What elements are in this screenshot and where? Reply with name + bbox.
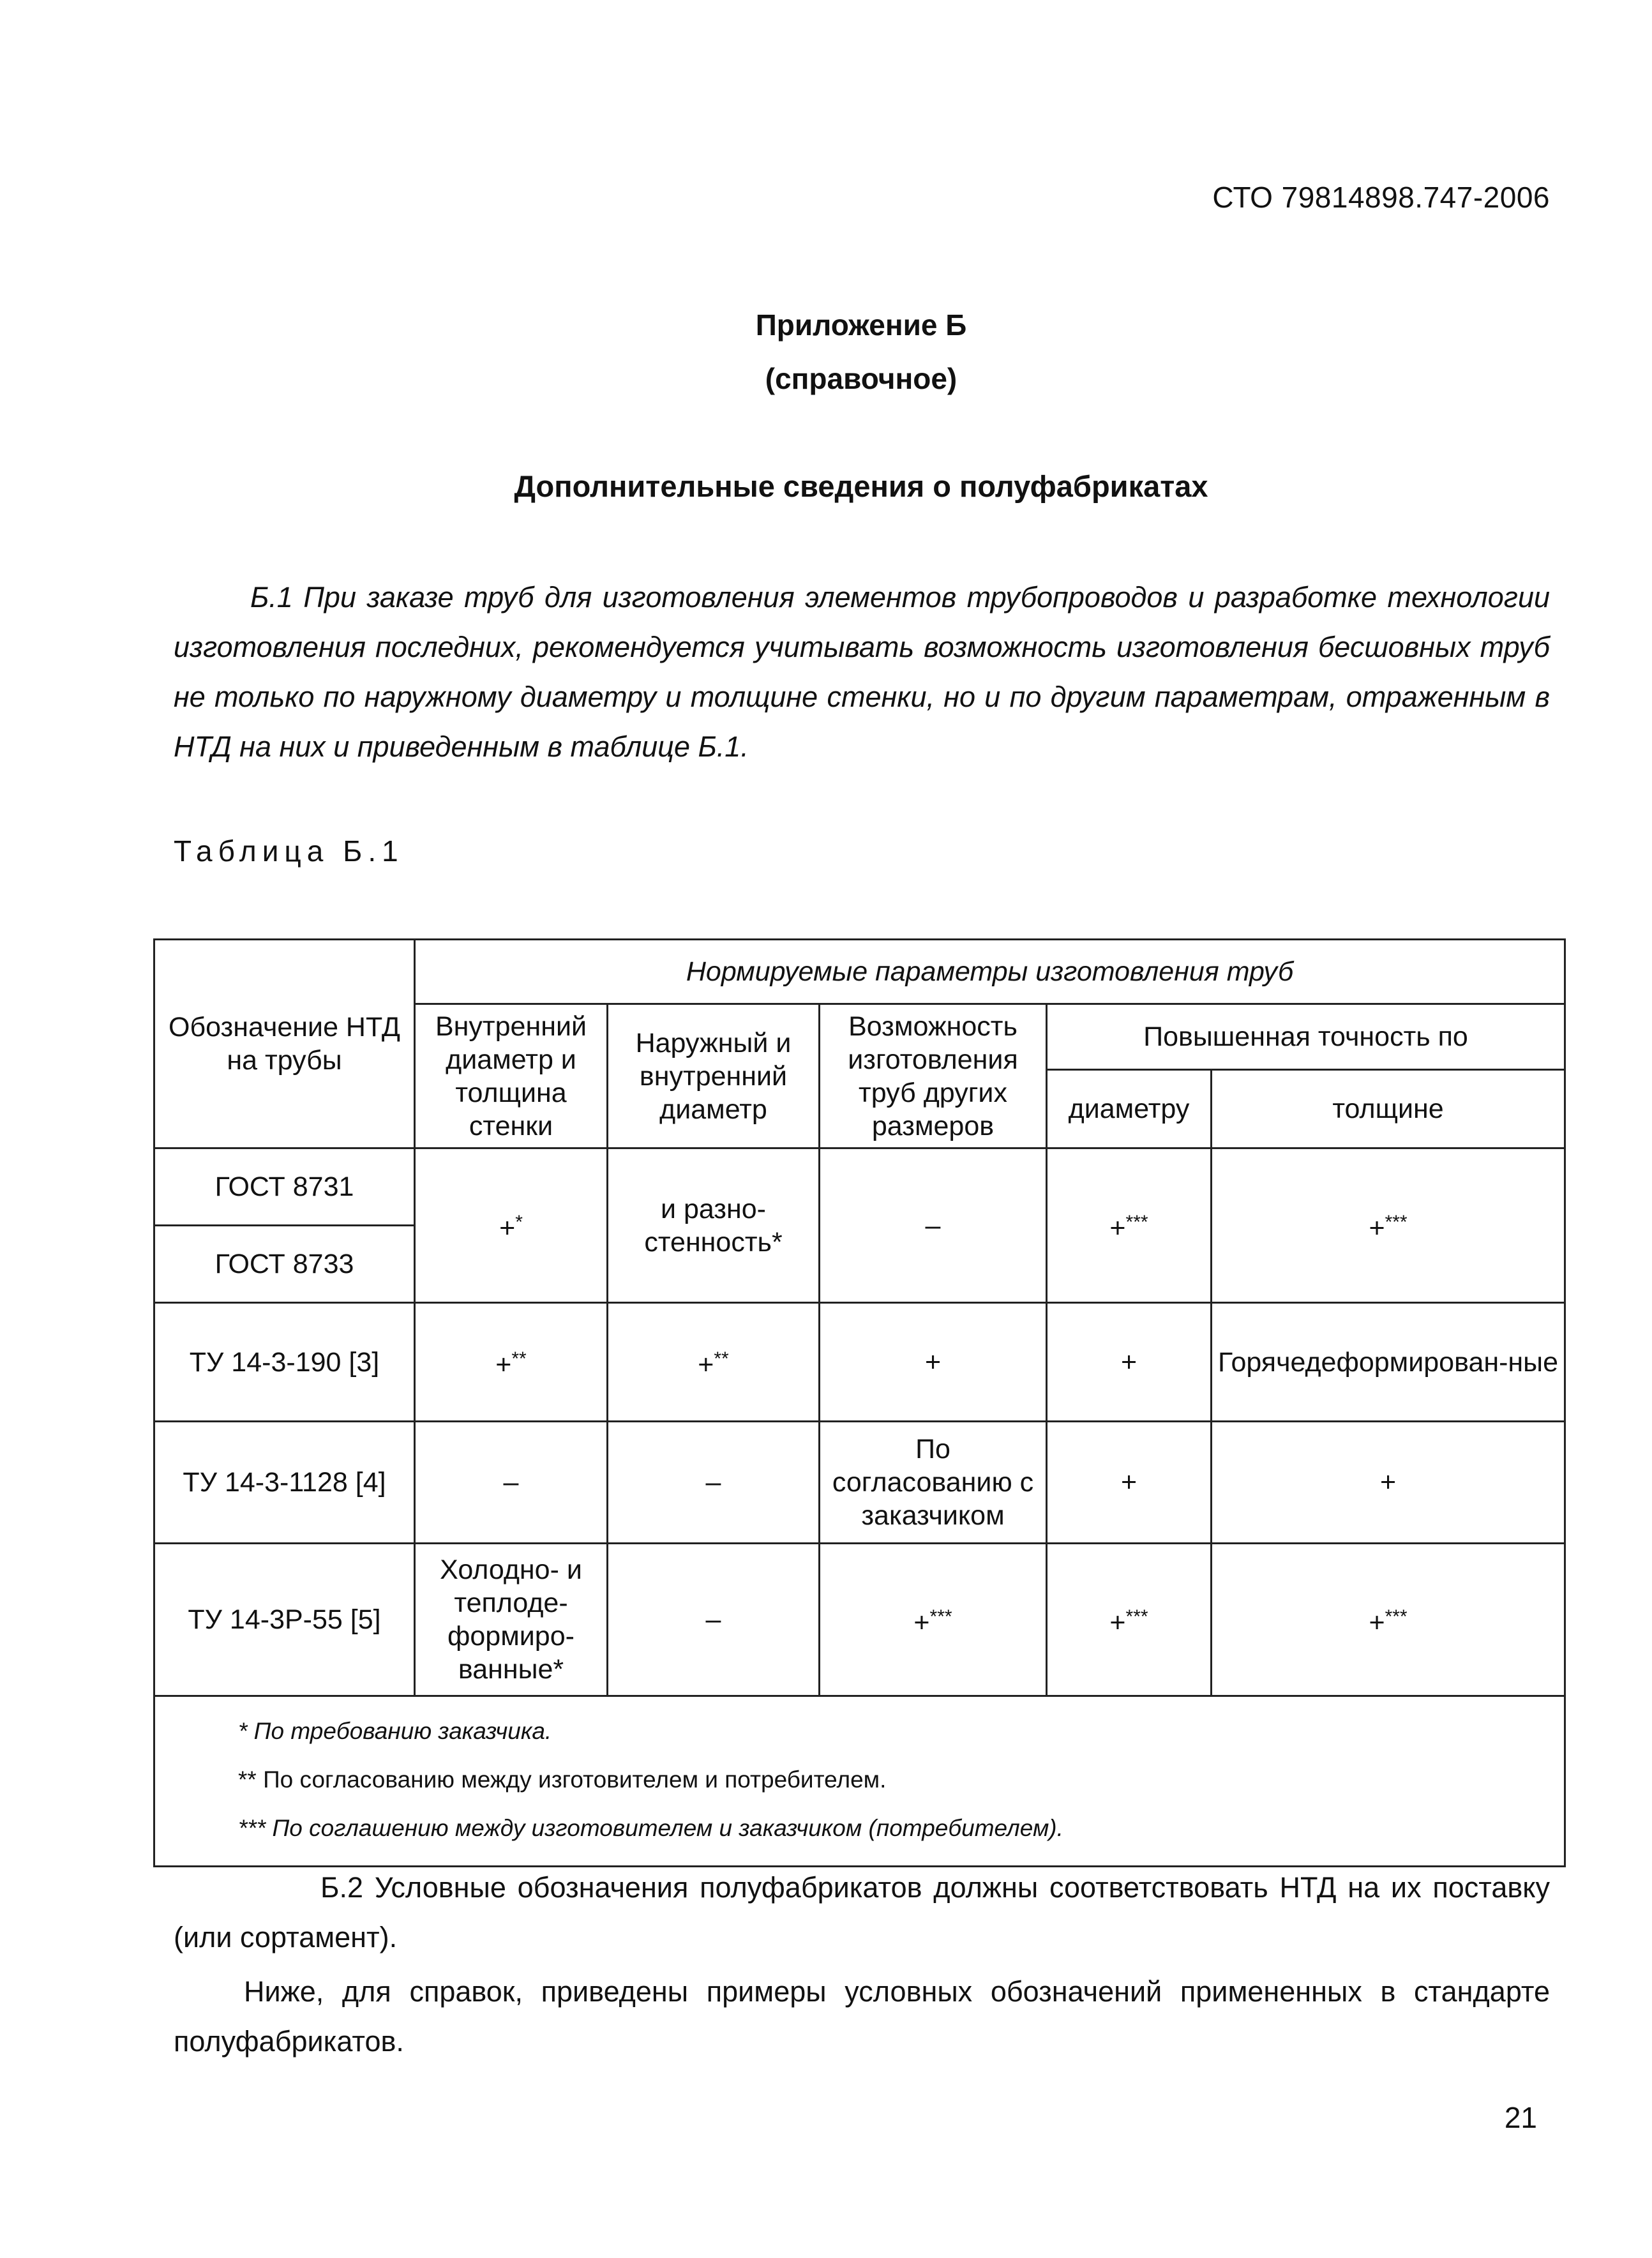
appendix-title: Приложение Б bbox=[755, 308, 967, 342]
footnote-mark: *** bbox=[1385, 1212, 1408, 1233]
table-notes-row bbox=[154, 1696, 1565, 1867]
section-title: Дополнительные сведения о полуфабрикатах bbox=[514, 469, 1208, 503]
header-precision-diameter: диаметру bbox=[1047, 1070, 1212, 1148]
header-ntd: Обозначение НТД на трубы bbox=[154, 940, 415, 1148]
note-3: *** По соглашению между изготовителем и заказчиком (потребителем). bbox=[238, 1815, 1063, 1841]
table-row bbox=[154, 1422, 1565, 1544]
header-other-sizes: Возможность изготовления труб других размеров bbox=[820, 1004, 1047, 1148]
footnote-mark: *** bbox=[1125, 1606, 1148, 1627]
table-row bbox=[154, 1544, 1565, 1696]
cell-outer bbox=[608, 1303, 820, 1422]
cell-outer: – bbox=[608, 1544, 820, 1696]
cell-value: + bbox=[1109, 1213, 1126, 1244]
appendix-subtitle: (справочное) bbox=[765, 362, 957, 395]
cell-inner bbox=[415, 1303, 608, 1422]
page-number: 21 bbox=[1504, 2101, 1537, 2134]
cell-precision-thickness: + bbox=[1212, 1422, 1565, 1544]
footnote-mark: ** bbox=[511, 1348, 527, 1369]
cell-value: + bbox=[913, 1607, 930, 1638]
cell-value: + bbox=[1109, 1607, 1126, 1638]
paragraph-b2 bbox=[174, 1863, 1550, 1962]
document-code: СТО 79814898.747-2006 bbox=[1212, 181, 1550, 214]
cell-other: + bbox=[820, 1303, 1047, 1422]
paragraph-b1 bbox=[174, 573, 1550, 772]
paragraph-b2-text: Б.2 Условные обозначения полуфабрикатов должны соответствовать НТД на их поставку (или сортамент). bbox=[174, 1871, 1550, 1953]
cell-ntd: ГОСТ 8733 bbox=[154, 1226, 415, 1303]
note-1: * По требованию заказчика. bbox=[238, 1718, 552, 1744]
parameters-table bbox=[153, 938, 1566, 1867]
cell-ntd: ГОСТ 8731 bbox=[154, 1148, 415, 1226]
cell-precision-diameter bbox=[1047, 1148, 1212, 1303]
header-outer-inner-diameter: Наружный и внутренний диаметр bbox=[608, 1004, 820, 1148]
cell-outer: и разно-стенность* bbox=[608, 1148, 820, 1303]
cell-precision-thickness bbox=[1212, 1544, 1565, 1696]
cell-ntd: ТУ 14-3-190 [3] bbox=[154, 1303, 415, 1422]
footnote-mark: *** bbox=[1125, 1212, 1148, 1233]
cell-precision-diameter bbox=[1047, 1544, 1212, 1696]
table-row bbox=[154, 1148, 1565, 1226]
cell-outer: – bbox=[608, 1422, 820, 1544]
footnote-mark: *** bbox=[929, 1606, 952, 1627]
cell-precision-diameter: + bbox=[1047, 1303, 1212, 1422]
cell-precision-diameter: + bbox=[1047, 1422, 1212, 1544]
cell-value: + bbox=[698, 1350, 714, 1380]
cell-value: + bbox=[1369, 1607, 1385, 1638]
table-notes bbox=[154, 1696, 1565, 1867]
paragraph-b1-text: Б.1 При заказе труб для изготовления элементов трубопроводов и разработке технологии изготовления последних, рекомендуется учитывать возможность изготовления бесшовных труб не только по наружному диаметру и толщине стенки, но и по другим параметрам, отраженным в НТД на них и приведенным в таблице Б.1. bbox=[174, 581, 1550, 763]
header-precision-thickness: толщине bbox=[1212, 1070, 1565, 1148]
cell-precision-thickness: Горячедеформирован-ные bbox=[1212, 1303, 1565, 1422]
note-2: ** По согласованию между изготовителем и потребителем. bbox=[238, 1766, 887, 1793]
cell-ntd: ТУ 14-3-1128 [4] bbox=[154, 1422, 415, 1544]
table-row bbox=[154, 1303, 1565, 1422]
footnote-mark: *** bbox=[1385, 1606, 1408, 1627]
paragraph-examples-text: Ниже, для справок, приведены примеры условных обозначений примененных в стандарте полуфабрикатов. bbox=[174, 1975, 1550, 2058]
cell-value: + bbox=[499, 1213, 516, 1244]
cell-other: По согласованию с заказчиком bbox=[820, 1422, 1047, 1544]
footnote-mark: * bbox=[515, 1212, 523, 1233]
cell-value: + bbox=[1369, 1213, 1385, 1244]
cell-other: – bbox=[820, 1148, 1047, 1303]
cell-value: + bbox=[495, 1350, 512, 1380]
cell-other bbox=[820, 1544, 1047, 1696]
cell-precision-thickness bbox=[1212, 1148, 1565, 1303]
cell-ntd: ТУ 14-3Р-55 [5] bbox=[154, 1544, 415, 1696]
table-header-row bbox=[154, 940, 1565, 1004]
cell-inner bbox=[415, 1148, 608, 1303]
paragraph-examples bbox=[174, 1967, 1550, 2066]
cell-inner: – bbox=[415, 1422, 608, 1544]
header-group: Нормируемые параметры изготовления труб bbox=[415, 940, 1565, 1004]
footnote-mark: ** bbox=[714, 1348, 729, 1369]
header-inner-diameter: Внутренний диаметр и толщина стенки bbox=[415, 1004, 608, 1148]
cell-inner: Холодно- и теплоде-формиро-ванные* bbox=[415, 1544, 608, 1696]
table-caption: Таблица Б.1 bbox=[174, 834, 404, 868]
header-precision: Повышенная точность по bbox=[1047, 1004, 1565, 1070]
